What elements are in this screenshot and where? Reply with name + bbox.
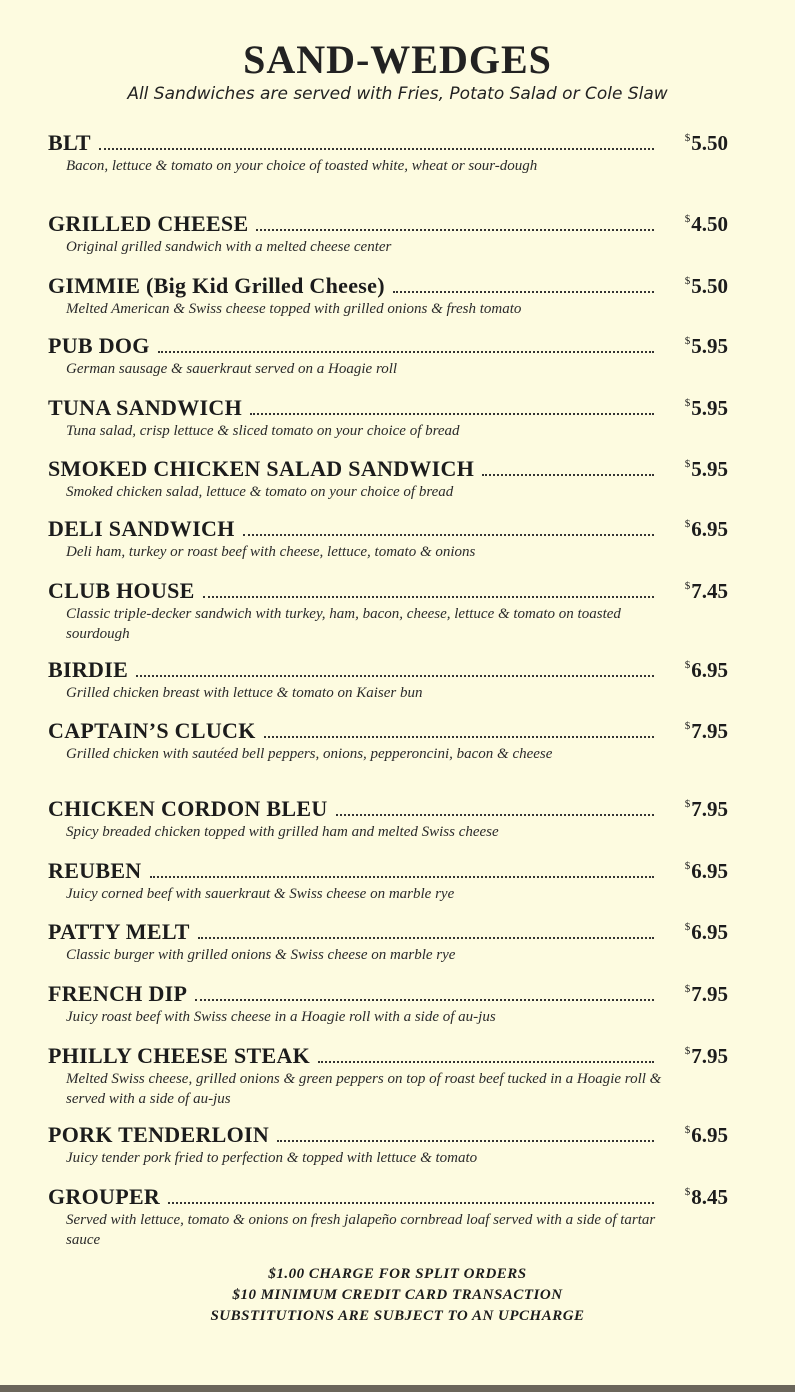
menu-item-description: Tuna salad, crisp lettuce & sliced tomato on your choice of bread (66, 423, 460, 439)
menu-title: SAND-WEDGES (243, 37, 552, 82)
dot-leader (99, 147, 654, 150)
dot-leader (195, 998, 654, 1001)
menu-item-header (48, 450, 728, 482)
menu-item-description: Melted Swiss cheese, grilled onions & green peppers on top of roast beef tucked in a Hoagie roll & served with a side of au-jus (66, 1071, 662, 1107)
menu-item (48, 712, 728, 764)
footer-line-split-orders: $1.00 CHARGE FOR SPLIT ORDERS (268, 1266, 527, 1282)
menu-item-price (668, 920, 728, 945)
menu-item (48, 267, 728, 319)
menu-item-name: PUB DOG (48, 333, 150, 358)
menu-item-name: DELI SANDWICH (48, 516, 235, 541)
menu-item-name: SMOKED CHICKEN SALAD SANDWICH (48, 456, 475, 481)
menu-item (48, 790, 728, 842)
menu-item-price (668, 719, 728, 744)
dot-leader (158, 350, 654, 353)
currency-symbol: $ (684, 921, 691, 933)
menu-item-price (668, 517, 728, 542)
menu-item-description: Grilled chicken with sautéed bell peppers, onions, pepperoncini, bacon & cheese (66, 746, 553, 762)
price-amount: 5.95 (691, 334, 728, 358)
menu-item (48, 572, 728, 644)
menu-item-name: CLUB HOUSE (48, 578, 195, 603)
dot-leader (168, 1201, 654, 1204)
price-amount: 7.95 (691, 1044, 728, 1068)
page-bottom-edge (0, 1385, 795, 1392)
menu-item-price (668, 274, 728, 299)
menu-item-name: TUNA SANDWICH (48, 395, 242, 420)
menu-item-name: FRENCH DIP (48, 981, 188, 1006)
dot-leader (264, 735, 654, 738)
menu-item (48, 1116, 728, 1168)
price-amount: 6.95 (691, 920, 728, 944)
menu-item (48, 1178, 728, 1250)
price-amount: 5.95 (691, 457, 728, 481)
currency-symbol: $ (684, 1045, 691, 1057)
menu-item-header (48, 327, 728, 359)
dot-leader (277, 1139, 654, 1142)
menu-item-header (48, 267, 728, 299)
menu-item-price (668, 212, 728, 237)
menu-item (48, 124, 728, 176)
dot-leader (203, 595, 654, 598)
menu-item (48, 913, 728, 965)
menu-item-header (48, 651, 728, 683)
menu-item-header (48, 389, 728, 421)
menu-item-price (668, 396, 728, 421)
price-amount: 7.95 (691, 797, 728, 821)
menu-item-header (48, 572, 728, 604)
footer-line-substitutions: SUBSTITUTIONS ARE SUBJECT TO AN UPCHARGE (210, 1308, 585, 1324)
menu-item-price (668, 1044, 728, 1069)
menu-item-name: GRILLED CHEESE (48, 211, 249, 236)
menu-item-description: Classic burger with grilled onions & Swiss cheese on marble rye (66, 947, 456, 963)
dot-leader (482, 473, 654, 476)
dot-leader (336, 813, 654, 816)
menu-item (48, 205, 728, 257)
currency-symbol: $ (684, 458, 691, 470)
menu-footer (0, 1264, 795, 1327)
menu-item-description: Juicy corned beef with sauerkraut & Swiss cheese on marble rye (66, 886, 455, 902)
currency-symbol: $ (684, 580, 691, 592)
currency-symbol: $ (684, 860, 691, 872)
menu-item-header (48, 975, 728, 1007)
currency-symbol: $ (684, 983, 691, 995)
price-amount: 6.95 (691, 517, 728, 541)
currency-symbol: $ (684, 397, 691, 409)
menu-item-header (48, 913, 728, 945)
dot-leader (136, 674, 654, 677)
menu-item (48, 327, 728, 379)
menu-item-name: GROUPER (48, 1184, 161, 1209)
currency-symbol: $ (684, 132, 691, 144)
menu-item-name: CAPTAIN’S CLUCK (48, 718, 256, 743)
menu-item-description: Juicy tender pork fried to perfection & topped with lettuce & tomato (66, 1150, 478, 1166)
menu-item-price (668, 982, 728, 1007)
menu-item (48, 389, 728, 441)
menu-item (48, 852, 728, 904)
dot-leader (250, 412, 654, 415)
currency-symbol: $ (684, 275, 691, 287)
dot-leader (243, 533, 654, 536)
menu-item-header (48, 205, 728, 237)
menu-item-description: Deli ham, turkey or roast beef with cheese, lettuce, tomato & onions (66, 544, 476, 560)
menu-item-description: Spicy breaded chicken topped with grilled ham and melted Swiss cheese (66, 824, 499, 840)
price-amount: 6.95 (691, 859, 728, 883)
currency-symbol: $ (684, 659, 691, 671)
menu-item-price (668, 1185, 728, 1210)
menu-item (48, 975, 728, 1027)
menu-item-name: BIRDIE (48, 657, 129, 682)
menu-item-name: GIMMIE (Big Kid Grilled Cheese) (48, 273, 385, 298)
menu-item-price (668, 797, 728, 822)
currency-symbol: $ (684, 720, 691, 732)
menu-item-name: CHICKEN CORDON BLEU (48, 796, 328, 821)
menu-item (48, 1037, 728, 1109)
menu-item (48, 450, 728, 502)
price-amount: 5.95 (691, 396, 728, 420)
menu-item-price (668, 658, 728, 683)
menu-item-description: Original grilled sandwich with a melted cheese center (66, 239, 392, 255)
menu-item-description: Classic triple-decker sandwich with turkey, ham, bacon, cheese, lettuce & tomato on toasted sourdough (66, 606, 621, 642)
price-amount: 7.45 (691, 579, 728, 603)
currency-symbol: $ (684, 1124, 691, 1136)
dot-leader (198, 936, 654, 939)
dot-leader (150, 875, 655, 878)
menu-item-header (48, 712, 728, 744)
price-amount: 7.95 (691, 719, 728, 743)
price-amount: 5.50 (691, 274, 728, 298)
menu-item-price (668, 131, 728, 156)
price-amount: 4.50 (691, 212, 728, 236)
dot-leader (318, 1060, 654, 1063)
menu-item-description: Melted American & Swiss cheese topped with grilled onions & fresh tomato (66, 301, 522, 317)
menu-item-price (668, 859, 728, 884)
dot-leader (256, 228, 654, 231)
menu-item (48, 651, 728, 703)
menu-item-name: REUBEN (48, 858, 142, 883)
menu-item-name: PHILLY CHEESE STEAK (48, 1043, 311, 1068)
menu-item-header (48, 1116, 728, 1148)
price-amount: 6.95 (691, 1123, 728, 1147)
menu-subtitle: All Sandwiches are served with Fries, Potato Salad or Cole Slaw (127, 84, 668, 104)
price-amount: 8.45 (691, 1185, 728, 1209)
menu-item-header (48, 1037, 728, 1069)
menu-item-header (48, 852, 728, 884)
menu-item-price (668, 457, 728, 482)
dot-leader (393, 290, 654, 293)
currency-symbol: $ (684, 1186, 691, 1198)
menu-item-header (48, 510, 728, 542)
currency-symbol: $ (684, 798, 691, 810)
menu-item-description: Bacon, lettuce & tomato on your choice of toasted white, wheat or sour-dough (66, 158, 538, 174)
menu-item-description: German sausage & sauerkraut served on a Hoagie roll (66, 361, 398, 377)
currency-symbol: $ (684, 518, 691, 530)
currency-symbol: $ (684, 213, 691, 225)
currency-symbol: $ (684, 335, 691, 347)
menu-item-price (668, 334, 728, 359)
menu-item-description: Juicy roast beef with Swiss cheese in a Hoagie roll with a side of au-jus (66, 1009, 496, 1025)
menu-item-header (48, 124, 728, 156)
menu-item-header (48, 790, 728, 822)
menu-item-header (48, 1178, 728, 1210)
menu-item-description: Grilled chicken breast with lettuce & tomato on Kaiser bun (66, 685, 423, 701)
price-amount: 7.95 (691, 982, 728, 1006)
menu-item-description: Served with lettuce, tomato & onions on fresh jalapeño cornbread loaf served with a side of tartar sauce (66, 1212, 656, 1248)
menu-item (48, 510, 728, 562)
menu-item-description: Smoked chicken salad, lettuce & tomato on your choice of bread (66, 484, 454, 500)
menu-item-name: BLT (48, 130, 91, 155)
footer-line-credit-minimum: $10 MINIMUM CREDIT CARD TRANSACTION (232, 1287, 563, 1303)
menu-item-price (668, 579, 728, 604)
menu-item-name: PATTY MELT (48, 919, 190, 944)
menu-item-price (668, 1123, 728, 1148)
price-amount: 5.50 (691, 131, 728, 155)
price-amount: 6.95 (691, 658, 728, 682)
menu-item-name: PORK TENDERLOIN (48, 1122, 270, 1147)
